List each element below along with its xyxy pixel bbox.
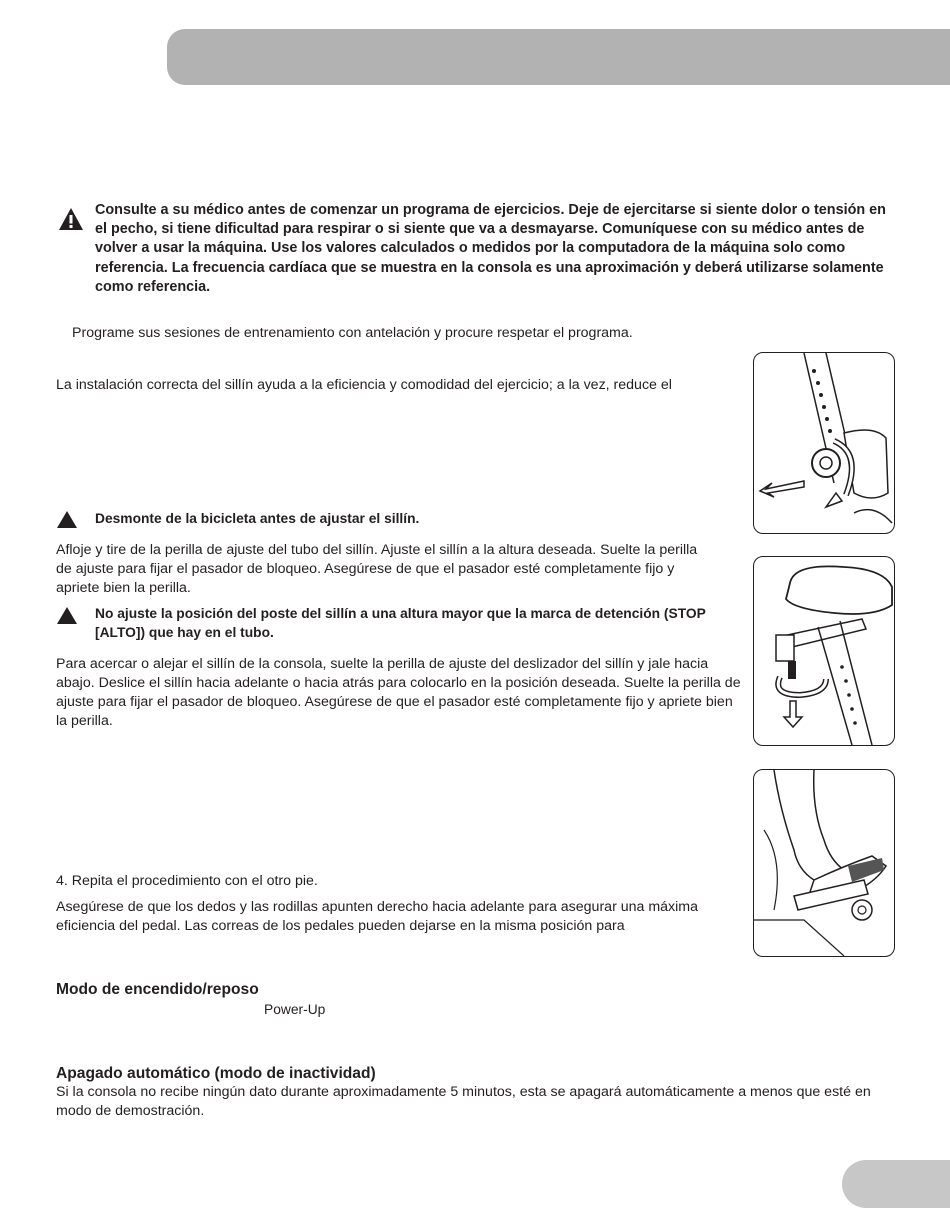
warning-icon (58, 207, 84, 231)
stop-warning-text: No ajuste la posición del poste del sillín a una altura mayor que la marca de detención (STOP [ALTO]) que hay en el tubo. (95, 606, 706, 641)
pedal-alignment-text: Asegúrese de que los dedos y las rodillas apunten derecho hacia adelante para asegurar una máxima eficiencia del pedal. Las correas de los pedales pueden dejarse en la misma posición para (56, 899, 699, 934)
pedal-strap-illustration (753, 769, 895, 957)
seat-intro-text: La instalación correcta del sillín ayuda a la eficiencia y comodidad del ejercicio; a la vez, reduce el (56, 377, 672, 393)
header-bar (167, 29, 950, 85)
page-number-tab (842, 1160, 950, 1208)
dismount-warning-text: Desmonte de la bicicleta antes de ajustar el sillín. (95, 511, 420, 526)
schedule-text: Programe sus sesiones de entrenamiento con antelación y procure respetar el programa. (72, 325, 633, 341)
caution-triangle-icon (57, 607, 77, 624)
adjust-distance-text: Para acercar o alejar el sillín de la consola, suelte la perilla de ajuste del deslizador del sillín y jale hacia abajo. Deslice el sillín hacia adelante o hacia atrás para colocarlo en la posición deseada. Suelte la perilla de ajuste para fijar el pasador de bloqueo. Asegúrese de que el pasador esté completamente fijo y apriete bien la perilla. (56, 656, 741, 729)
auto-off-heading: Apagado automático (modo de inactividad) (56, 1065, 376, 1082)
seat-knob-illustration (753, 352, 895, 534)
adjust-height-text: Afloje y tire de la perilla de ajuste del tubo del sillín. Ajuste el sillín a la altura deseada. Suelte la perilla de ajuste para fijar el pasador de bloqueo. Asegúrese de que el pasador esté completamente fijo y apriete bien la perilla. (56, 542, 698, 596)
step-4-text: 4. Repita el procedimiento con el otro pie. (56, 873, 318, 889)
power-up-label: Power-Up (264, 1002, 326, 1017)
medical-warning-text: Consulte a su médico antes de comenzar un programa de ejercicios. Deje de ejercitarse si siente dolor o tensión en el pecho, si tiene dificultad para respirar o si siente que va a desmayarse. Comuníquese con su médico antes de volver a usar la máquina. Use los valores calculados o medidos por la computadora de la máquina solo como referencia. La frecuencia cardíaca que se muestra en la consola es una aproximación y deberá utilizarse solamente como referencia. (95, 202, 886, 295)
seat-slider-illustration (753, 556, 895, 746)
caution-triangle-icon (57, 511, 77, 528)
power-mode-heading: Modo de encendido/reposo (56, 981, 259, 998)
auto-off-text: Si la consola no recibe ningún dato durante aproximadamente 5 minutos, esta se apagará automáticamente a menos que esté en modo de demostración. (56, 1084, 871, 1119)
